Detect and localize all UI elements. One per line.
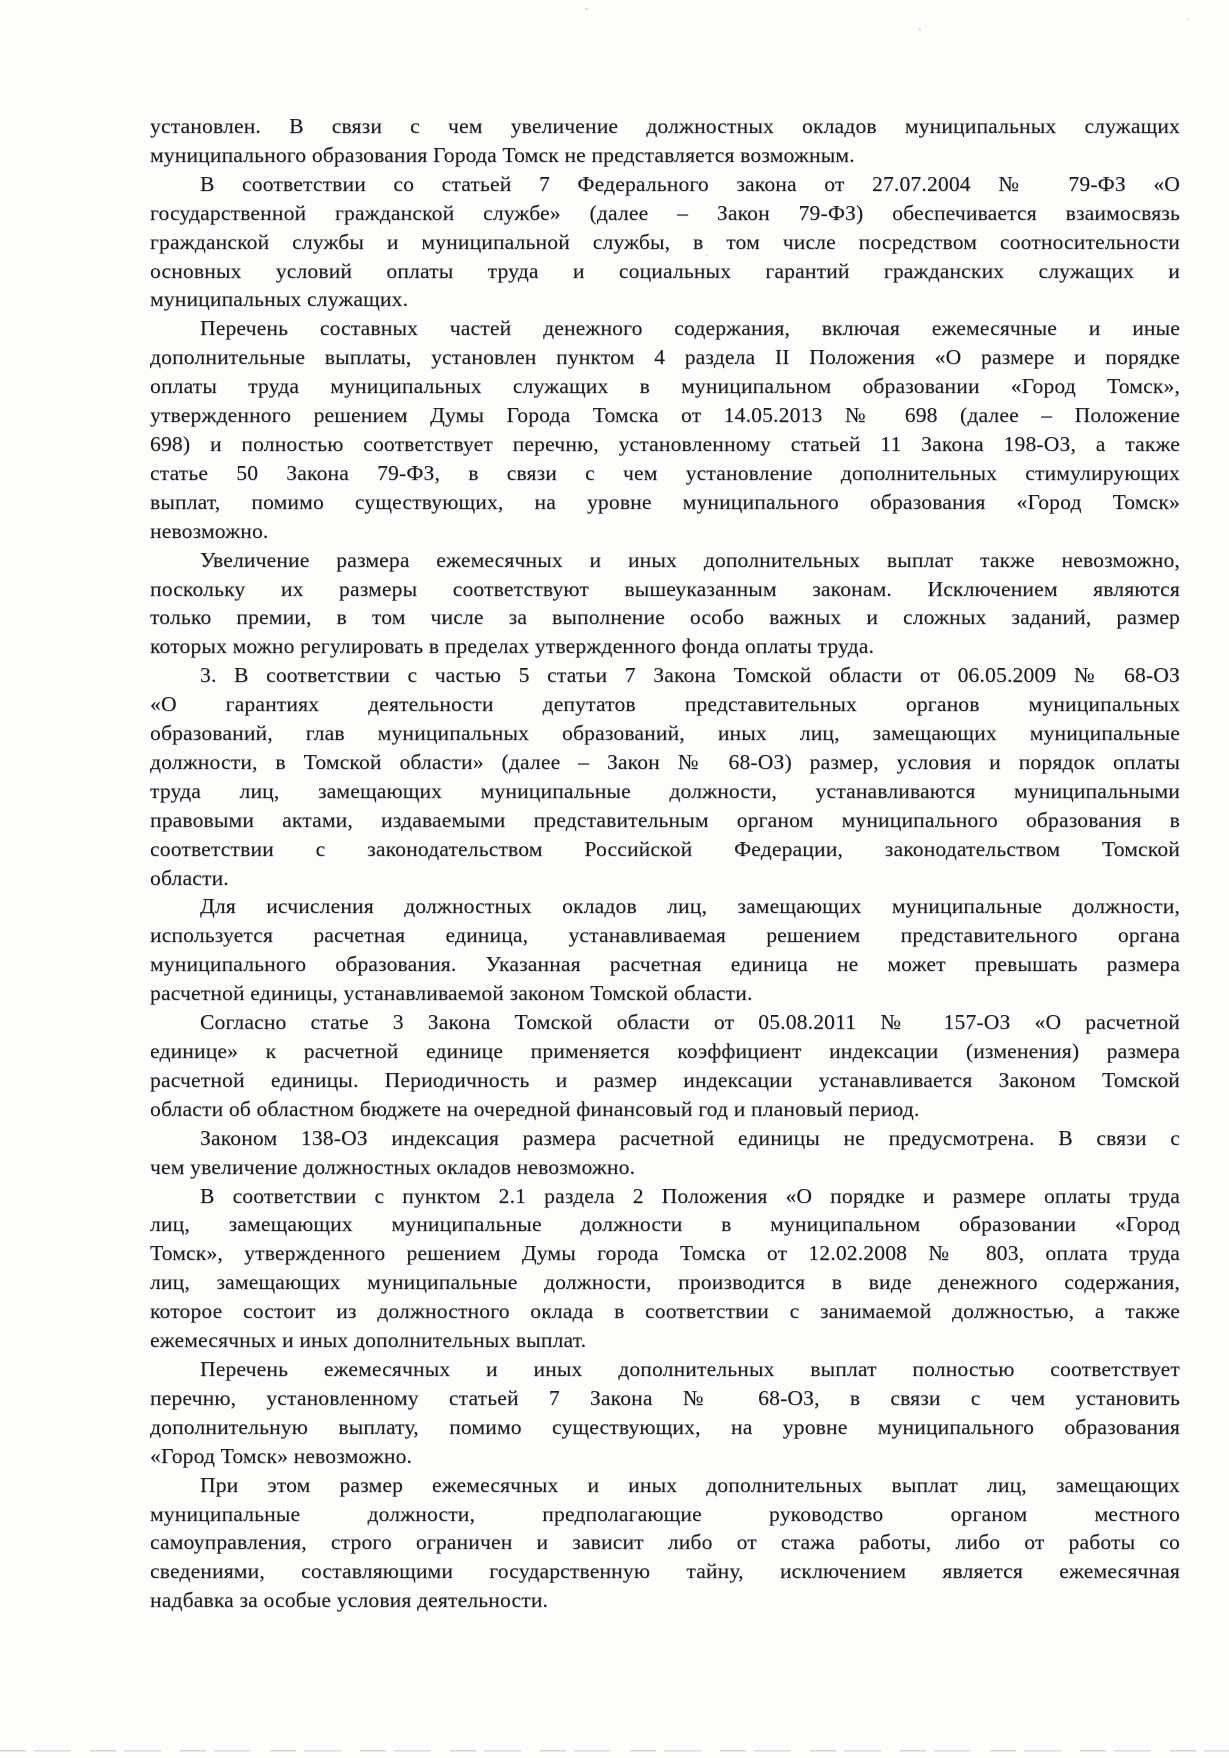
paragraph bbox=[150, 314, 1180, 545]
text-line: труда лиц, замещающих муниципальные должности, устанавливаются муниципальными bbox=[150, 778, 1180, 803]
text-line: самоуправления, строго ограничен и зависит либо от стажа работы, либо от работы со bbox=[150, 1530, 1180, 1555]
scan-artifact-bottom-line bbox=[0, 1749, 1229, 1752]
text-line: Законом 138-ОЗ индексация размера расчетной единицы не предусмотрена. В связи с bbox=[200, 1125, 1180, 1150]
text-line: правовыми актами, издаваемыми представительным органом муниципального образования в bbox=[150, 807, 1180, 832]
text-line: государственной гражданской службе» (далее – Закон 79-ФЗ) обеспечивается взаимосвязь bbox=[150, 200, 1180, 225]
text-line: При этом размер ежемесячных и иных дополнительных выплат лиц, замещающих bbox=[200, 1472, 1180, 1497]
paragraph bbox=[150, 1471, 1180, 1616]
text-line: основных условий оплаты труда и социальных гарантий гражданских служащих и bbox=[150, 258, 1180, 283]
text-line: должности, в Томской области» (далее – Закон № 68-ОЗ) размер, условия и порядок оплаты bbox=[150, 749, 1180, 774]
paragraph bbox=[150, 661, 1180, 892]
scan-speck bbox=[918, 28, 921, 31]
text-line: Увеличение размера ежемесячных и иных дополнительных выплат также невозможно, bbox=[200, 547, 1180, 572]
text-line: лиц, замещающих муниципальные должности, производится в виде денежного содержания, bbox=[150, 1270, 1180, 1295]
text-line: Томск», утвержденного решением Думы города Томска от 12.02.2008 № 803, оплата труда bbox=[150, 1241, 1180, 1266]
text-line: области. bbox=[150, 865, 229, 890]
paragraph bbox=[150, 112, 1180, 170]
text-line: поскольку их размеры соответствуют вышеуказанным законам. Исключением являются bbox=[150, 576, 1180, 601]
text-line: расчетной единицы. Периодичность и размер индексации устанавливается Законом Томской bbox=[150, 1067, 1180, 1092]
text-line: установлен. В связи с чем увеличение должностных окладов муниципальных служащих bbox=[150, 114, 1180, 138]
paragraph bbox=[150, 892, 1180, 1008]
text-line: Перечень составных частей денежного содержания, включая ежемесячные и иные bbox=[200, 316, 1180, 341]
text-line: надбавка за особые условия деятельности. bbox=[150, 1588, 549, 1613]
text-line: 3. В соответствии с частью 5 статьи 7 Закона Томской области от 06.05.2009 № 68-ОЗ bbox=[200, 663, 1180, 688]
text-line: муниципальные должности, предполагающие руководство органом местного bbox=[150, 1501, 1180, 1526]
text-line: «О гарантиях деятельности депутатов представительных органов муниципальных bbox=[150, 692, 1180, 717]
text-line: В соответствии со статьей 7 Федерального закона от 27.07.2004 № 79-ФЗ «О bbox=[200, 171, 1180, 196]
text-line: Перечень ежемесячных и иных дополнительных выплат полностью соответствует bbox=[200, 1356, 1180, 1381]
text-line: дополнительные выплаты, установлен пунктом 4 раздела II Положения «О размере и порядке bbox=[150, 345, 1180, 370]
text-line: ежемесячных и иных дополнительных выплат. bbox=[150, 1328, 587, 1353]
text-line: муниципального образования. Указанная расчетная единица не может превышать размера bbox=[150, 952, 1180, 977]
paragraph bbox=[150, 546, 1180, 662]
text-line: 698) и полностью соответствует перечню, установленному статьей 11 Закона 198-ОЗ, а также bbox=[150, 431, 1180, 456]
scan-speck bbox=[585, 8, 588, 10]
paragraph bbox=[150, 1008, 1180, 1124]
text-line: муниципальных служащих. bbox=[150, 287, 409, 312]
scan-speck bbox=[706, 254, 708, 256]
text-line: Согласно статье 3 Закона Томской области от 05.08.2011 № 157-ОЗ «О расчетной bbox=[200, 1010, 1180, 1035]
text-line: чем увеличение должностных окладов невозможно. bbox=[150, 1154, 636, 1179]
text-line: расчетной единицы, устанавливаемой законом Томской области. bbox=[150, 981, 753, 1006]
text-line: области об областном бюджете на очередной финансовый год и плановый период. bbox=[150, 1096, 920, 1121]
text-line: только премии, в том числе за выполнение особо важных и сложных заданий, размер bbox=[150, 605, 1180, 630]
text-line: невозможно. bbox=[150, 518, 269, 543]
text-line: утвержденного решением Думы Города Томска от 14.05.2013 № 698 (далее – Положение bbox=[150, 403, 1180, 428]
text-line: лиц, замещающих муниципальные должности в муниципальном образовании «Город bbox=[150, 1212, 1180, 1237]
text-line: оплаты труда муниципальных служащих в муниципальном образовании «Город Томск», bbox=[150, 374, 1180, 399]
text-line: «Город Томск» невозможно. bbox=[150, 1443, 413, 1468]
text-line: статье 50 Закона 79-ФЗ, в связи с чем установление дополнительных стимулирующих bbox=[150, 460, 1180, 485]
text-line: гражданской службы и муниципальной службы, в том числе посредством соотносительности bbox=[150, 229, 1180, 254]
text-line: перечню, установленному статьей 7 Закона № 68-ОЗ, в связи с чем установить bbox=[150, 1385, 1180, 1410]
scan-speck bbox=[1186, 18, 1189, 20]
document-body bbox=[150, 112, 1180, 1615]
paragraph bbox=[150, 170, 1180, 315]
text-line: которых можно регулировать в пределах утвержденного фонда оплаты труда. bbox=[150, 634, 875, 659]
text-line: которое состоит из должностного оклада в соответствии с занимаемой должностью, а также bbox=[150, 1299, 1180, 1324]
text-line: сведениями, составляющими государственную тайну, исключением является ежемесячная bbox=[150, 1559, 1180, 1584]
text-line: выплат, помимо существующих, на уровне муниципального образования «Город Томск» bbox=[150, 489, 1180, 514]
text-line: используется расчетная единица, устанавливаемая решением представительного органа bbox=[150, 923, 1180, 948]
text-line: дополнительную выплату, помимо существующих, на уровне муниципального образования bbox=[150, 1414, 1180, 1439]
text-line: единице» к расчетной единице применяется коэффициент индексации (изменения) размера bbox=[150, 1039, 1180, 1063]
paragraph bbox=[150, 1182, 1180, 1355]
text-line: Для исчисления должностных окладов лиц, замещающих муниципальные должности, bbox=[200, 894, 1180, 919]
text-line: В соответствии с пунктом 2.1 раздела 2 Положения «О порядке и размере оплаты труда bbox=[200, 1183, 1180, 1208]
paragraph bbox=[150, 1124, 1180, 1182]
text-line: соответствии с законодательством Российской Федерации, законодательством Томской bbox=[150, 836, 1180, 861]
text-line: муниципального образования Города Томск не представляется возможным. bbox=[150, 142, 855, 167]
text-line: образований, глав муниципальных образований, иных лиц, замещающих муниципальные bbox=[150, 721, 1180, 746]
paragraph bbox=[150, 1355, 1180, 1471]
